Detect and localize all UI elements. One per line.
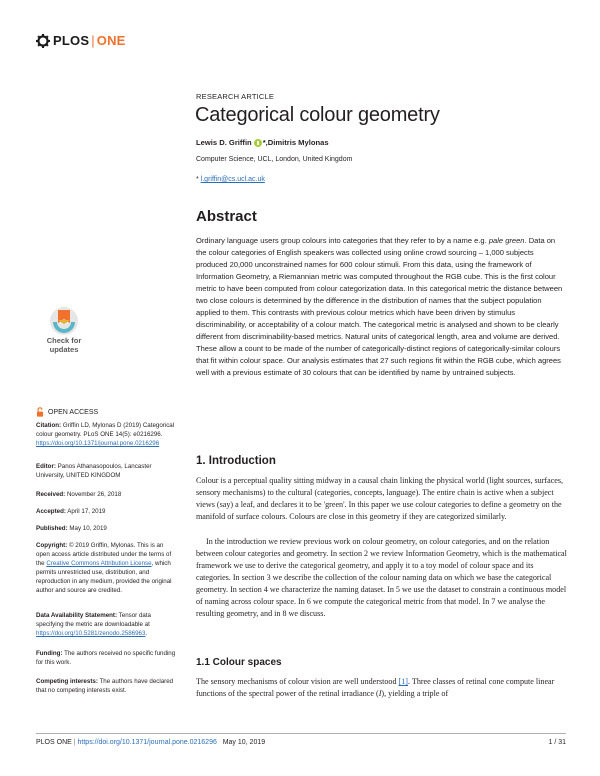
irradiance-symbol: I bbox=[378, 689, 382, 698]
article-title: Categorical colour geometry bbox=[195, 104, 440, 126]
received-block bbox=[36, 490, 176, 499]
cc-license-link[interactable]: Creative Commons Attribution License bbox=[46, 560, 152, 568]
abstract-part: . Data on the colour categories of English speakers was collected using online crowd sourcing – 1,000 subjects produced 20,000 unconstrained names for 600 colour stimuli. From this data, using the framework of Information Geometry, a Riemannian metric was computed throughout the RGB cube. This is the first colour metric to have been computed from colour categorization data. In this categorical metric the distance between two close colours is determined by the difference in the distribution of names that the subject population applied to them. This contrasts with previous colour metrics which have been driven by stimulus discriminability, or acceptability of a colour match. The categorical metric is analysed and shown to be clearly different from discriminability-based metrics. Natural units of categorical length, area and volume are derived. These allow a count to be made of the number of categorically-distinct regions of categorically-similar colours that fit within colour space. Our analysis estimates that 27 such regions fit within the RGB cube, which agrees well with a previous estimate of 30 colours that can be identified by name by untrained subjects. bbox=[196, 236, 563, 377]
colour-spaces-paragraph bbox=[196, 676, 568, 700]
abstract-emphasis: pale green bbox=[488, 236, 525, 245]
copyright-block bbox=[36, 541, 176, 596]
footer-doi-link[interactable]: https://doi.org/10.1371/journal.pone.0216296 bbox=[77, 739, 217, 746]
funding-text: The authors received no specific funding for this work. bbox=[36, 650, 176, 667]
copyright-text: © 2019 Griffin, Mylonas. This is an open access article distributed under the terms of the bbox=[36, 542, 172, 568]
footer-divider bbox=[36, 733, 566, 734]
plos-one-logo[interactable] bbox=[36, 33, 126, 48]
copyright-label: Copyright: bbox=[36, 542, 68, 549]
citation-label: Citation: bbox=[36, 422, 62, 429]
colour-spaces-text: The sensory mechanisms of colour vision are well understood bbox=[196, 677, 399, 686]
published-block bbox=[36, 524, 176, 533]
copyright-text-end: , which permits unrestricted use, distribution, and reproduction in any medium, provided the original author and source are credited. bbox=[36, 560, 172, 595]
page-number: 1 / 31 bbox=[548, 739, 566, 746]
logo-one: ONE bbox=[96, 33, 126, 48]
editor-block bbox=[36, 462, 176, 480]
author-list bbox=[196, 138, 329, 147]
logo-plos: PLOS bbox=[53, 33, 90, 48]
introduction-heading: 1. Introduction bbox=[196, 455, 276, 467]
abstract-text bbox=[196, 235, 566, 379]
published-date: May 10, 2019 bbox=[67, 525, 107, 532]
funding-block bbox=[36, 649, 176, 667]
funding-label: Funding: bbox=[36, 650, 63, 657]
accepted-date: April 17, 2019 bbox=[65, 508, 106, 515]
page-footer bbox=[36, 739, 265, 746]
email-star: * bbox=[196, 176, 201, 183]
data-availability-text: Tensor data specifying the metric are downloadable at bbox=[36, 612, 151, 629]
received-label: Received: bbox=[36, 491, 66, 498]
author-2[interactable]: Dimitris Mylonas bbox=[267, 138, 329, 147]
competing-label: Competing interests: bbox=[36, 678, 98, 685]
author-1[interactable]: Lewis D. Griffin bbox=[196, 138, 252, 147]
accepted-block bbox=[36, 507, 176, 516]
email-link[interactable]: l.griffin@cs.ucl.ac.uk bbox=[200, 176, 265, 183]
logo-divider: | bbox=[91, 33, 95, 48]
editor-text: Panos Athanasopoulos, Lancaster University, UNITED KINGDOM bbox=[36, 463, 152, 480]
editor-label: Editor: bbox=[36, 463, 56, 470]
colour-spaces-text: . Three classes of retinal cone compute linear functions of the spectral power of the retinal irradiance ( bbox=[196, 677, 555, 698]
abstract-part: Ordinary language users group colours into categories that they refer to by a name e.g. bbox=[196, 236, 489, 245]
citation-block bbox=[36, 421, 176, 448]
open-lock-icon bbox=[36, 407, 44, 417]
check-line1: Check for bbox=[46, 336, 82, 345]
data-availability-period: . bbox=[145, 630, 148, 638]
footer-date: May 10, 2019 bbox=[222, 739, 266, 746]
colour-spaces-text: ), yielding a triple of bbox=[381, 689, 449, 698]
zenodo-link[interactable]: https://doi.org/10.5281/zenodo.2586963 bbox=[36, 630, 146, 638]
intro-paragraph-1: Colour is a perceptual quality sitting midway in a causal chain linking the physical world (light sources, surfaces, sensory mechanisms) to the cultural (categories, concepts, language). The entire chain is active when a subject views (say) a leaf, and declares it to be 'green'. In this paper we use colour categories to define a geometry on the manifold of surface colours. Colours are close in this geometry if they are categorized similarly. bbox=[196, 476, 564, 521]
colour-spaces-heading: 1.1 Colour spaces bbox=[196, 657, 282, 668]
open-access-label bbox=[36, 407, 98, 417]
competing-interests-block bbox=[36, 677, 176, 695]
reference-1-link[interactable]: [1] bbox=[398, 677, 408, 686]
competing-text: The authors have declared that no competing interests exist. bbox=[36, 678, 174, 695]
citation-doi-link[interactable]: https://doi.org/10.1371/journal.pone.0216296 bbox=[36, 440, 160, 448]
citation-text: Griffin LD, Mylonas D (2019) Categorical colour geometry. PLoS ONE 14(5): e0216296. bbox=[36, 422, 175, 439]
check-for-updates-badge[interactable] bbox=[37, 306, 91, 362]
open-access-text: OPEN ACCESS bbox=[48, 408, 99, 416]
affiliation: Computer Science, UCL, London, United Kingdom bbox=[196, 156, 353, 163]
check-line2: updates bbox=[49, 345, 79, 354]
accepted-label: Accepted: bbox=[36, 508, 66, 515]
received-date: November 26, 2018 bbox=[65, 491, 122, 498]
orcid-icon[interactable] bbox=[254, 139, 262, 147]
footer-separator: | bbox=[71, 739, 78, 746]
corresponding-email bbox=[196, 176, 265, 183]
footer-journal: PLOS ONE bbox=[36, 739, 72, 746]
gear-icon bbox=[36, 34, 50, 48]
data-availability-label: Data Availability Statement: bbox=[36, 612, 118, 619]
check-updates-icon bbox=[49, 306, 79, 336]
data-availability-block bbox=[36, 611, 176, 638]
corresponding-mark: *, bbox=[262, 138, 268, 147]
article-type: RESEARCH ARTICLE bbox=[196, 92, 275, 101]
abstract-heading: Abstract bbox=[196, 208, 257, 225]
published-label: Published: bbox=[36, 525, 68, 532]
intro-paragraph-2: In the introduction we review previous work on colour geometry, on colour categories, and on the relation between colour categories and geometry. In section 2 we review Information Geometry, which is the mathematical framework we use to derive the categorical geometry, and apply it to a toy model of colour space and its categories. In section 3 we describe the collection of the colour naming data on which we base the categorical geometry. In section 4 we characterize the naming dataset. In 5 we use the dataset to constrain a continuous model of naming across colour space. In 6 we compute the categorical metric from that model. In 7 we analyse the resulting geometry, and in 8 we discuss. bbox=[196, 537, 567, 618]
